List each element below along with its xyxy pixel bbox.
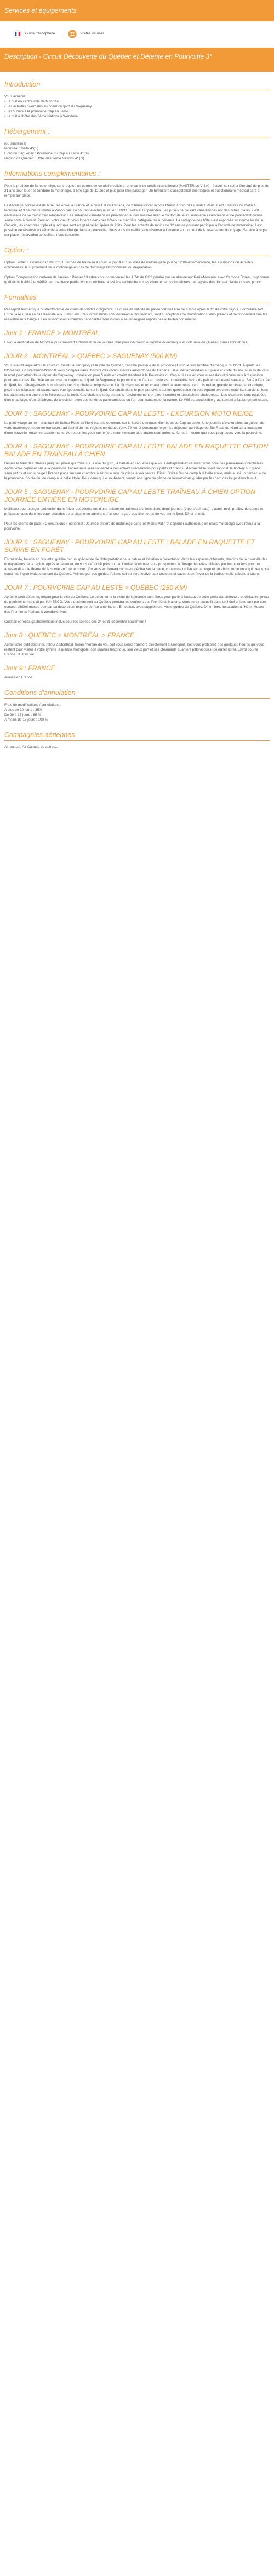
formalites-paragraph: Passeport biométrique ou électronique en cours de validité obligatoire. La durée de validité du passeport doit être de 6 mois après la fin de votre séjour. Formulaire AVE Formulaire ESTA en cas d'escale aux Etats-Unis. Ces informations sont données à titre indicatif, sont susceptibles de modifications sans préavis et ne concernent que les ressortissants français. Les ressortissants d'autres nationalités sont invités à se renseigner auprès des autorités consulaires.	[4, 308, 267, 321]
guide-flag-icon	[13, 30, 22, 38]
day-title: JOUR 4 : SAGUENAY - POURVOIRIE CAP AU LESTE BALADE EN RAQUETTE OPTION BALADE EN TRAÎNEAU À CHIEN	[4, 442, 269, 458]
day-1	[4, 329, 270, 345]
services-list	[0, 21, 274, 41]
hebergement-title: Hébergement :	[4, 128, 50, 135]
description-banner	[0, 48, 274, 72]
day-4	[4, 442, 270, 481]
service-visits-label: Visites incluses	[80, 32, 104, 36]
day-title: Jour 8 : QUÉBEC > MONTRÉAL > FRANCE	[4, 631, 135, 639]
option-title: Option :	[4, 246, 28, 254]
description-title: Description - Circuit Découverte du Québec et Détente en Pourvoirie 3*	[4, 53, 212, 60]
conditions-title: Conditions d'annulation	[4, 689, 76, 697]
day-title: Jour 1 : FRANCE > MONTRÉAL	[4, 329, 100, 337]
infos-divider	[4, 179, 270, 180]
compagnies-text: Air transat, Air Canada ou autres...	[4, 745, 59, 749]
day-title: JOUR 5 : SAGUENAY - POURVOIRIE CAP AU LESTE TRAÎNEAU À CHIEN OPTION JOURNÉE ENTIÈRE EN MOTONEIGE	[4, 488, 255, 503]
compagnies-divider	[4, 740, 270, 741]
section-formalites	[4, 293, 270, 322]
day-paragraph: Envol à destination de Montréal puis transfert à l'hôtel et fin de journée libre pour découvrir le capitale économique et culturelle du Québec. Dîner libre et nuit.	[4, 341, 248, 344]
infos-title: Informations complémentaires :	[4, 170, 100, 177]
conditions-line: A moins de 15 jours : 100 %	[4, 718, 48, 722]
day-paragraph: En matinée, balade en raquette, guidée par un spécialiste de l'interprétation de la nature et initiation à l'orientation dans les espaces différents, témoins de la diversité des écosystèmes de la région. Après le déjeuner, en vous rafraîchit près du Lac Louise, sous une tente prospecteur à l'image de celles utilisées par les pionniers pour un après-midi sur le thème de la survie en forêt en hiver. On vous expliquera comment pêcher sur la glace, construire un feu sur la neige et un abri comme un « quinzee », ce cousin de l'igloo typique du sud du Québec. Animée par vos guides, l'ultime soirée sera festive, aux couleurs et saveurs de l'hiver de la traditionnelle cabane à sucre.	[4, 557, 269, 576]
day-title: JOUR 3 : SAGUENAY - POURVOIRIE CAP AU LESTE - EXCURSION MOTO NEIGE	[4, 410, 254, 417]
day-paragraph: Vous suivrez aujourd'hui le cours du Saint-Laurent jusqu'à la ville de Québec, capitale politique de la province et unique ville fortifiée d'Amérique du Nord. À quelques kilomètres, un site Huron-Wendat vous plongera dans l'histoire des communautés autochtones du Canada. Déjeuner amérindien sur place et visite du site. Puis route vers le nord pour atteindre la région du Saguenay. Installation pour 5 nuits en chalet standard à la Pourvoirie du Cap au Leste où vous aurez des véhicules mis à disposition pour vos sorties. Perchée au sommet de majestueux fjord du Saguenay, la pourvoirie du Cap au Leste est un véritable havre de paix et de beauté sauvage. Situé à l'entrée du fjord, les hébergements sont répartis sur cinq chalets composés de 1 à 10 chambres et un chalet principal avec restaurant, bistro-bar, grande terrasse panoramique, piscine de relaxation et sauna avec vue époustouflante sur le fjord. Construits dans le plus pur style tradition québécoise en bois équarri avec des matériaux anciens, tous les bâtiments ont une vue le fjord ou sur la forêt. Ces chalets s'intègrent dans l'environnement et offrent confort et atmosphère chaleureuse. Les chambres sont équipées d'un chauffage, d'un téléphone, de télévision avec des fenêtres panoramiques où l'on peut contempler la nature. Le Wifi est accessible gratuitement à l'auberge principale.	[4, 364, 270, 402]
day-5	[4, 488, 270, 531]
day-3	[4, 410, 270, 435]
conditions-divider	[4, 698, 270, 699]
introduction-bullet: - La nuit en centre-ville de Montréal	[4, 100, 60, 104]
compagnies-title: Compagnies aériennes	[4, 731, 75, 739]
section-hebergement	[4, 127, 270, 161]
introduction-bullet: - Les 5 nuits à la pourvoirie Cap au Leste	[4, 110, 68, 113]
day-title: JOUR 6 : SAGUENAY - POURVOIRIE CAP AU LESTE : BALADE EN RAQUETTE ET SURVIE EN FORÊT	[4, 538, 255, 554]
hebergement-lead: (ou similaires)	[4, 142, 26, 146]
section-option	[4, 246, 270, 285]
conditions-line: A plus de 30 jours : 35%	[4, 708, 42, 712]
conditions-body	[4, 703, 270, 722]
section-compagnies	[4, 731, 270, 750]
section-conditions	[4, 688, 270, 722]
service-guide-label: Guide francophone	[25, 32, 55, 36]
section-introduction	[4, 80, 270, 119]
day-title: JOUR 7 : POURVOIRIE CAP AU LESTE > QUÉBEC (250 KM)	[4, 584, 187, 591]
hebergement-line: Montréal : Delta 4*(nl)	[4, 147, 39, 151]
day-paragraph: Depuis le haut des falaises jusqu'au phare qui trône sur la rive du fjord, la balade en raquettes que vous entreprendrez ce matin vous offre des panoramas inoubliables. Après votre déjeuner pris à la pourvoirie, l'après-midi sera consacré à des activités récréatives pour petits et grands : découvrez le sport national, le hockey sur glace... sans patins et sur la neige ! Prenez place sur une chambre à air ou le luge de glisse à vos pentes. Dîner. Soirée feu de camp à la belle étoile, mais aussi un barbecue de la pourvoirie. Soirée feu de camp à la belle étoile. Pour ceux qui le souhaitent, tentez une ligne de pêche ou laissez-vous guider par le chant des loups dans la nuit.	[4, 462, 266, 480]
day-7	[4, 584, 270, 624]
introduction-body	[4, 94, 270, 119]
day-title: JOUR 2 : MONTRÉAL > QUÉBEC > SAGUENAY (500 KM)	[4, 352, 178, 360]
formalites-title: Formalités	[4, 294, 37, 301]
option-paragraph: Option Compensation carbone de l'aérien : Planter 13 arbres pour compenser les 1,74t de CO2 généré par un aller-retour Paris-Montréal avec Carbone Boréal, organisme québécois habilité et vérifié par une tierce partie. Vous contribuez aussi à la recherche sur les changements climatiques. Le registre des dons et plantations est public.	[4, 275, 269, 284]
visits-people-icon	[68, 30, 77, 38]
services-banner	[0, 0, 274, 21]
option-paragraph: Option Forfait 2 excursions "2MCC" (1 journée de traîneau à chien le jour 4 et 1 journée de motoneige le jour 5) : 200euros/personne, les excursions ou activités optionnelles, le supplément de la motoneige en cas de dommage l'immobilisant ou dégradation.	[4, 261, 253, 269]
hebergement-line: Fjord du Saguenay : Pourvoirie du Cap au Leste 4*(nl)	[4, 152, 89, 156]
conditions-line: Frais de modifications / annulations :	[4, 703, 61, 707]
content	[0, 80, 274, 750]
day-paragraph: Après le petit déjeuner, départ pour la ville de Québec. Le déjeuner et la visite de la journée sont libres pour partir à l'assaut de cette perle d'architecture et d'histoire, joyau du patrimoine mondial par l'UNESCO. Votre dernière nuit au Québec prendra les couleurs des Premières Nations. Vous serez accueilli dans un hôtel unique tant par son concept d'hôtel-musée que par sa décoration inspirée de l'art amérindien. En option, avec supplément, visite guidée de Québec. Dîner libre. Installation à l'Hôtel-Musée des Premières Nations à Wendake. Nuit.	[4, 595, 269, 614]
introduction-title: Introduction	[4, 81, 41, 88]
day-paragraph: Le petit-village au nom chantant de Sainte-Rose-du-Nord est une ouverture sur le fjord à quelques kilomètres du Cap au Leste. Une journée d'exploration, au guidon de votre motoneige, mode de transport traditionnel de nos régions nordiques (env. 70 km, 2 pers/motoneige). Le déjeuner au village de Ste-Rose-du-Nord sera l'occasion d'une nouvelle rencontre passionnante. Au retour, les yeux sur le fjord seront encore plus impressionnantes au fur et à mesure que vous progressez vers la pourvoirie.	[4, 421, 265, 435]
day-paragraph: Après votre petit déjeuner, retour à Montréal. Selon l'horaire de vol, soit vous serez transféré directement à l'aéroport, soit vous profiterez des quelques heures qui vous restent pour visiter à votre rythme la grande métropole, son quartier historique, son vieux port et ses charmants quartiers pittoresques (déjeuner libre). Envol pour la France. Nuit en vol.	[4, 643, 264, 657]
section-infos	[4, 169, 270, 238]
services-title: Services et équipements	[4, 7, 77, 14]
day-6	[4, 538, 270, 577]
day-9	[4, 664, 270, 680]
day-paragraph: Mollissez pour plonger tout entier dans l'hiver québécois lors d'une balade en traîneau à chiens d'une demi-journée (2 pers/traîneau). L'après-midi, profitez du sauna et prélassez-vous dans les eaux chaudes de la piscine en admirant d'un seul regard des kilomètres de vue sur le fjord. Dîner et nuit.	[4, 507, 264, 516]
service-guide	[13, 30, 55, 38]
introduction-bullet: - Les activités hivernales au coeur du fjord du Saguenay	[4, 105, 92, 108]
day-paragraph: Cocktail et repas gastronomique inclus pour les soirées des 24 et 31 décembre seulement !	[4, 620, 146, 624]
conditions-line: De 29 à 15 jours : 85 %	[4, 713, 41, 717]
infos-paragraph: Pour la pratique de la motoneige, sont requis : un permis de conduire valide et une carte de crédit internationale (MASTER ou VISA) - à avoir sur soi, a être âgé de plus de 21 ans pour louer et conduire la motoneige, a être âgé de 12 ans et plus pour être passager. Un formulaire d'acceptation des risques et questionnaire médical sera à remplir sur place.	[4, 184, 270, 198]
service-visits	[68, 30, 104, 38]
introduction-bullet: - La nuit à l'hôtel des 3ème Nations à Wendake	[4, 114, 78, 118]
day-title: Jour 9 : FRANCE	[4, 664, 55, 672]
day-paragraph: Pour les clients du pack « 2 excursions » optionnel : Journée entière de motoneige dans les Monts Valin et déjeuner authentique en relais motoneige avec retour à la pourvoirie.	[4, 522, 260, 531]
hebergement-line: Région de Québec : Hôtel des 3ème Nations 4* (nl)	[4, 157, 84, 160]
introduction-lead: Vous aimerez :	[4, 95, 28, 99]
day-2	[4, 352, 270, 403]
day-paragraph: Arrivée en France.	[4, 676, 33, 680]
hebergement-body	[4, 141, 270, 161]
day-8	[4, 631, 270, 657]
infos-paragraph: Le décalage horaire est de 6 heures entre la France et la côte Est du Canada, de 9 heures avec la côte Ouest. Lorsqu'il est midi à Paris, il est 6 heures du matin à Montréal et 3 heures du matin à Vancouver. Le courant électrique est en 110/115 volts et 60 periodes. Les prises de courant canadiennes ont des fiches plates, il est nécessaire de se munir d'un adaptateur. Les aubaines canadiens ne peuvent en aucun rivaliser avec le confort de leurs semblables européens et ne possèdent qu'une seule porte à l'avant. Pendant votre circuit, vous logerez dans des hôtels de première catégorie ou supérieure. La catégorie des hôtels est exprimée en norme locale. Au Canada, les chambres triple et quadruple sont en général équipées de 2 lits. Pour les enfants de moins de 12 ans ne pouvant participer à l'activité de motoneige, il est possible de réserver un véhicule à votre charge dans la pourvoirie. Nous vous conseillons de réserver à l'avance au moment de la réservation du voyage. Service à régler sur place, réservation conseillée, nous consulter.	[4, 204, 268, 237]
